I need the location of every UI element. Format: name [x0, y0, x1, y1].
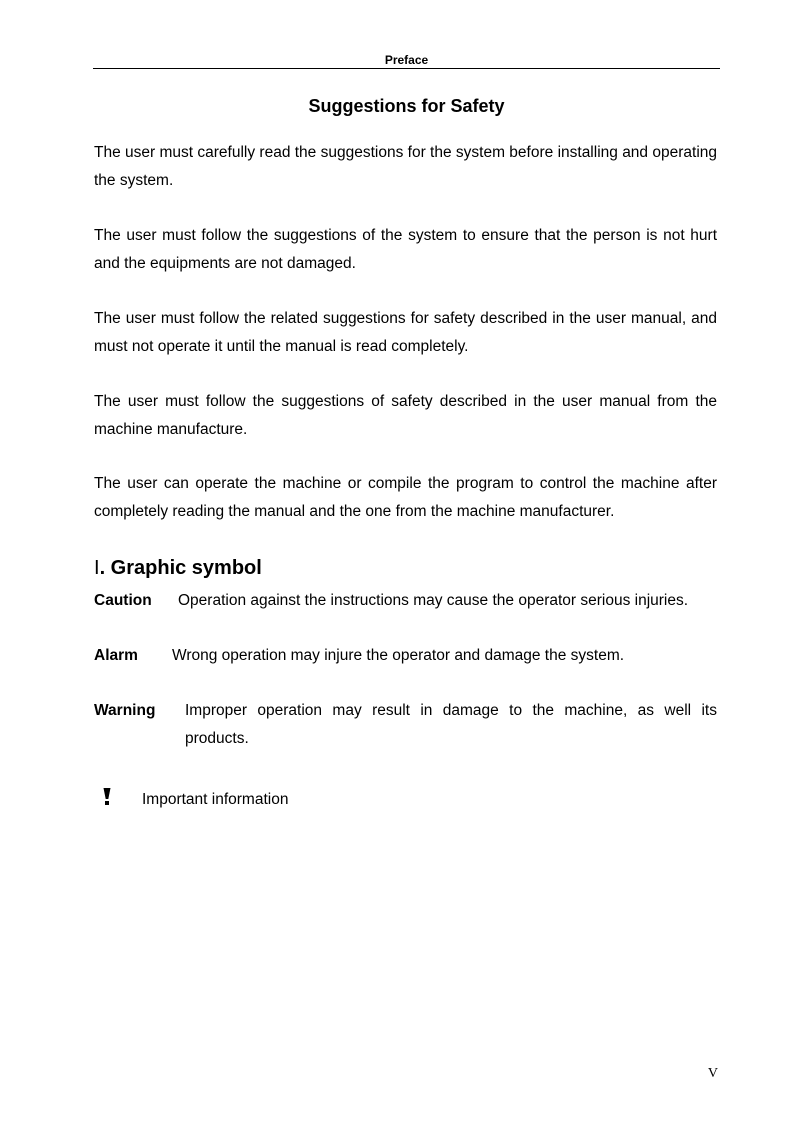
running-header: Preface — [384, 53, 429, 67]
symbol-row-caution — [94, 587, 717, 615]
page-number: V — [707, 1066, 718, 1081]
section-number: I — [94, 557, 100, 579]
paragraph-follow-suggestions: The user must follow the suggestions of the system to ensure that the person is not hurt and the equipments are not damaged. — [94, 227, 717, 272]
paragraph-related-safety: The user must follow the related suggestions for safety described in the user manual, and must not operate it until the manual is read completely. — [94, 310, 717, 355]
symbol-description: Operation against the instructions may cause the operator serious injuries. — [178, 592, 689, 609]
paragraph-manufacturer-safety: The user must follow the suggestions of safety described in the user manual from the machine manufacture. — [94, 393, 717, 438]
symbol-term: Warning — [94, 702, 156, 719]
section-heading — [94, 555, 262, 581]
header-rule — [93, 68, 720, 69]
exclamation-icon — [102, 787, 112, 812]
page-title: Suggestions for Safety — [308, 96, 505, 116]
section-title: . Graphic symbol — [99, 557, 262, 579]
symbol-description: Improper operation may result in damage to the machine, as well its products. — [185, 702, 717, 747]
symbol-term: Alarm — [94, 647, 138, 664]
important-information-label: Important information — [142, 791, 289, 808]
symbol-row-alarm — [94, 642, 717, 670]
symbol-row-warning — [94, 697, 717, 753]
paragraph-read-suggestions: The user must carefully read the suggestions for the system before installing and operating the system. — [94, 144, 717, 189]
important-information-row — [94, 785, 717, 815]
symbol-term: Caution — [94, 592, 152, 609]
paragraph-operate-machine: The user can operate the machine or compile the program to control the machine after completely reading the manual and the one from the machine manufacturer. — [94, 475, 717, 520]
symbol-description: Wrong operation may injure the operator and damage the system. — [172, 647, 625, 664]
